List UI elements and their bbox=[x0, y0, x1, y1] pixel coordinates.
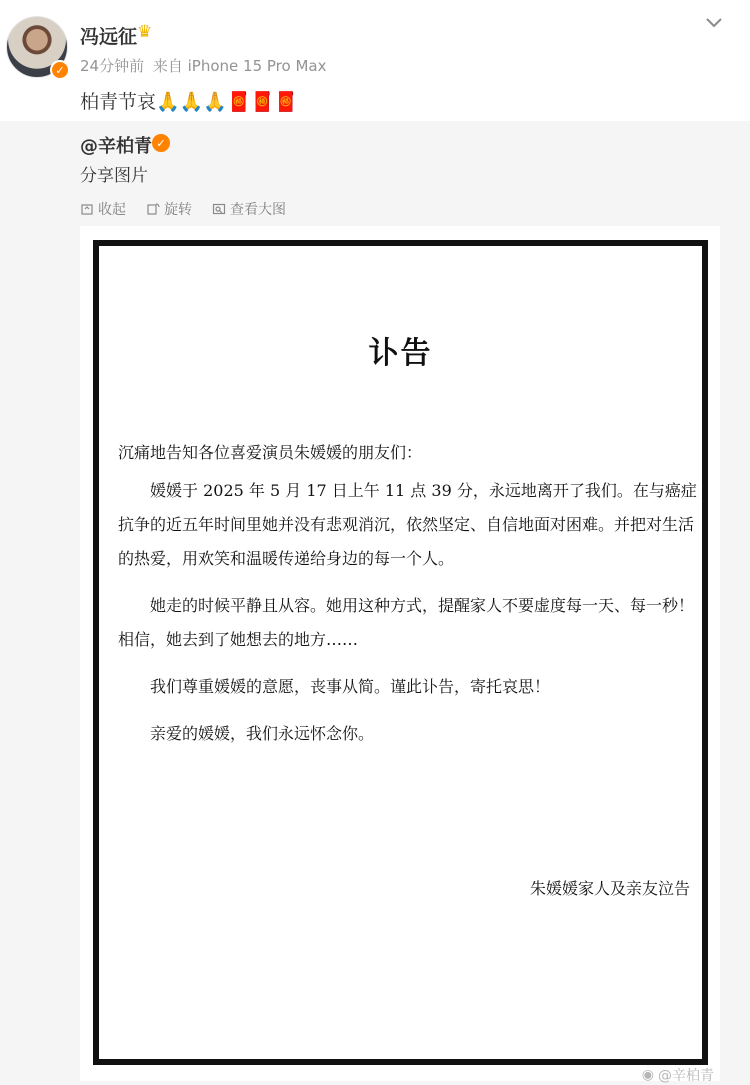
document-paragraph: 媛媛于 2025 年 5 月 17 日上午 11 点 39 分，永远地离开了我们。在与癌症抗争的近五年时间里她并没有悲观消沉，依然坚定、自信地面对困难。并把对生活的热爱，用欢笑和温暖传递给身边的每一个人。 bbox=[118, 481, 697, 568]
rotate-button[interactable] bbox=[146, 199, 192, 219]
watermark-text: @辛柏青 bbox=[658, 1068, 714, 1084]
collapse-label: 收起 bbox=[98, 202, 126, 218]
repost-author[interactable]: @辛柏青 bbox=[80, 136, 152, 157]
document-signature: 朱媛媛家人及亲友泣告 bbox=[529, 879, 690, 898]
repost-block bbox=[0, 121, 750, 1085]
document-paragraph: 我们尊重媛媛的意愿，丧事从简。谨此讣告，寄托哀思！ bbox=[150, 677, 551, 696]
post-source: 来自 iPhone 15 Pro Max bbox=[152, 57, 327, 75]
post-time[interactable]: 24分钟前 bbox=[80, 57, 145, 75]
obituary-document bbox=[93, 240, 708, 1065]
post-meta bbox=[80, 55, 330, 76]
user-name[interactable]: 冯远征 bbox=[80, 26, 138, 48]
collapse-icon bbox=[80, 202, 94, 216]
weibo-logo-icon: ◉ bbox=[641, 1067, 654, 1083]
collapse-button[interactable] bbox=[80, 199, 126, 219]
document-paragraph: 她走的时候平静且从容。她用这种方式，提醒家人不要虚度每一天、每一秒！相信，她去到了她想去的地方…… bbox=[118, 596, 695, 649]
chevron-down-icon[interactable] bbox=[704, 12, 724, 32]
watermark bbox=[642, 1065, 714, 1085]
rotate-label: 旋转 bbox=[164, 202, 192, 218]
view-large-icon bbox=[212, 202, 226, 216]
repost-text: 分享图片 bbox=[80, 166, 148, 186]
document-body bbox=[118, 436, 700, 764]
verified-badge-icon: ✓ bbox=[50, 60, 70, 80]
shared-image[interactable] bbox=[80, 226, 720, 1084]
avatar-container[interactable] bbox=[6, 16, 68, 78]
image-toolbar bbox=[80, 199, 286, 219]
document-paragraph: 亲爱的媛媛，我们永远怀念你。 bbox=[150, 724, 375, 743]
document-title: 讣告 bbox=[368, 336, 433, 371]
verified-badge-icon: ✓ bbox=[152, 134, 170, 152]
document-greeting: 沉痛地告知各位喜爱演员朱媛媛的朋友们： bbox=[118, 443, 423, 462]
view-large-label: 查看大图 bbox=[230, 202, 286, 218]
view-large-button[interactable] bbox=[212, 199, 286, 219]
crown-icon: ♛ bbox=[137, 22, 153, 42]
post-text: 柏青节哀🙏🙏🙏🧧🧧🧧 bbox=[80, 91, 298, 113]
rotate-icon bbox=[146, 202, 160, 216]
